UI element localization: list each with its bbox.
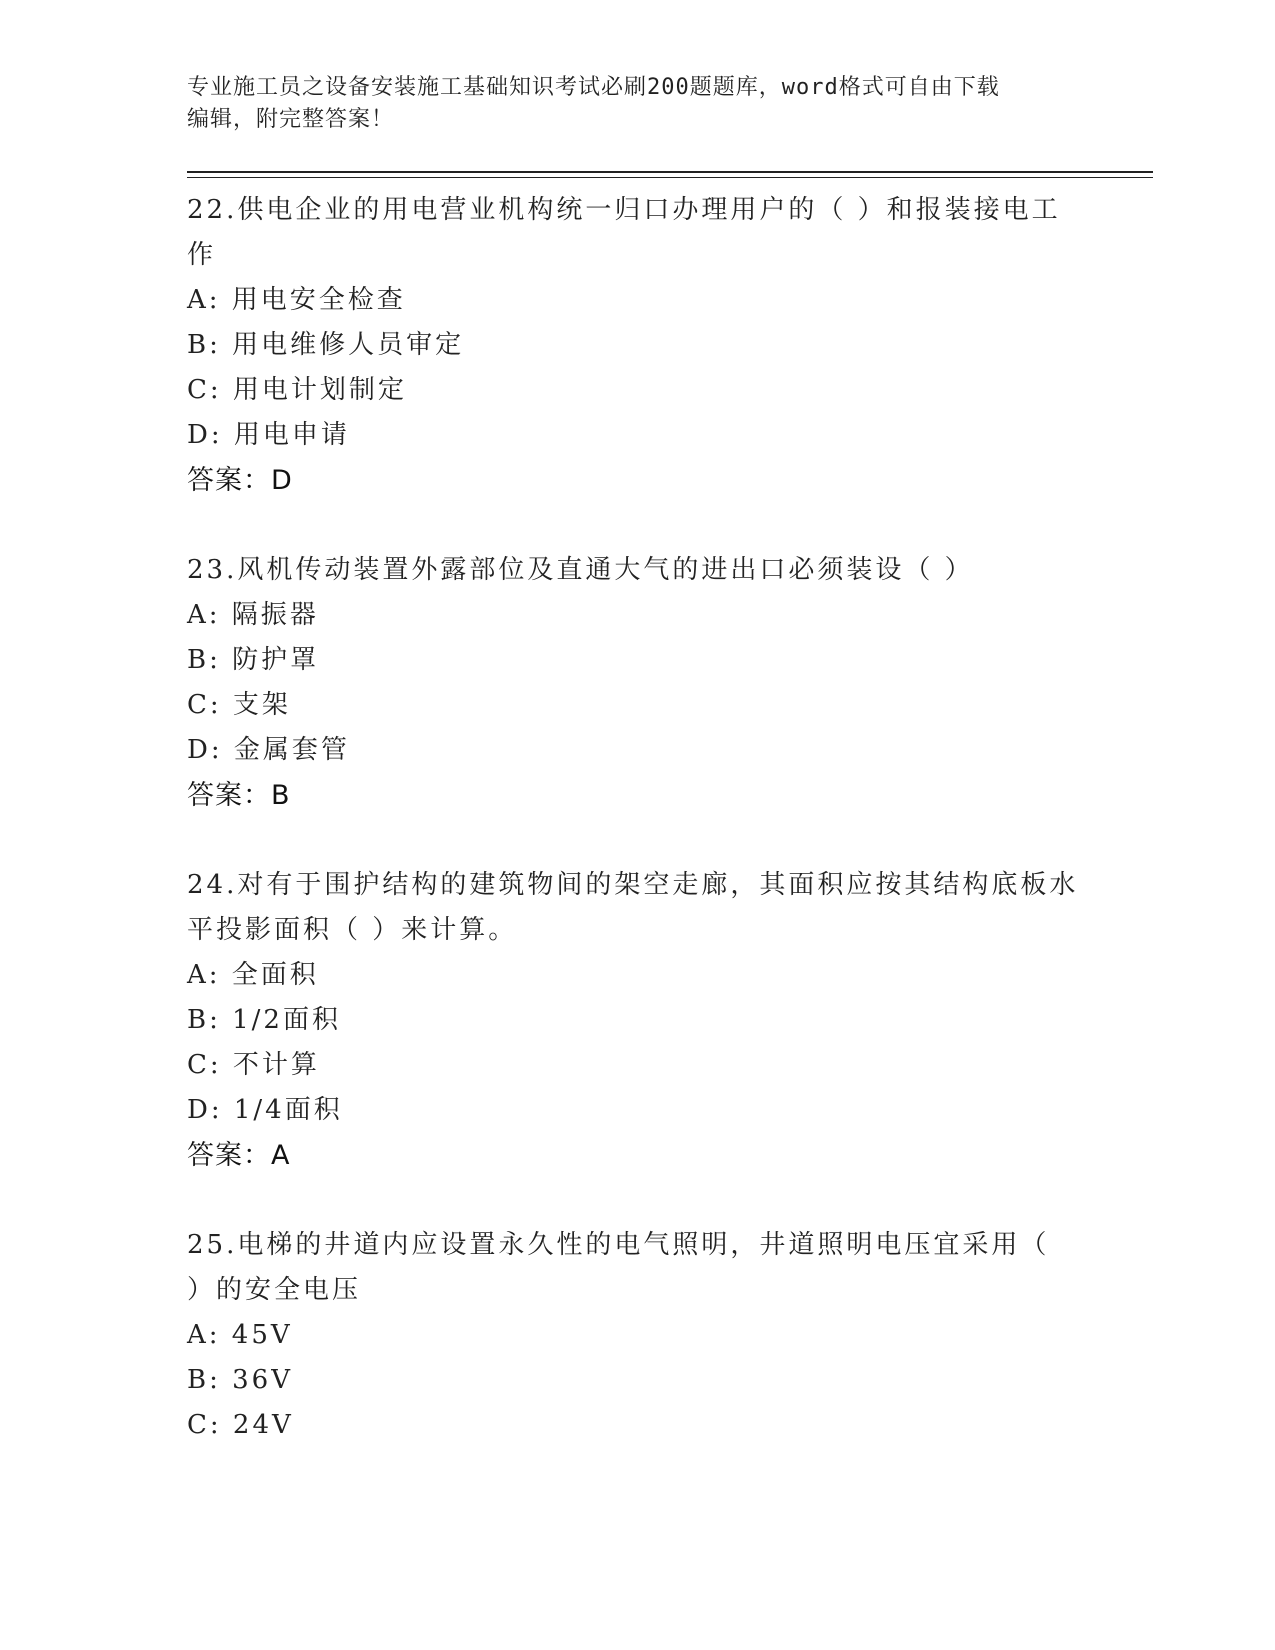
question-spacer [187, 504, 1087, 548]
option-c: C: 不计算 [187, 1050, 320, 1080]
question-stem: 22.供电企业的用电营业机构统一归口办理用户的（ ）和报装接电工 [187, 195, 1061, 225]
answer: 答案：D [187, 465, 293, 496]
question-stem: 25.电梯的井道内应设置永久性的电气照明，井道照明电压宜采用（ [187, 1230, 1050, 1260]
option-c: C: 24V [187, 1410, 294, 1440]
question-spacer [187, 1179, 1087, 1223]
question-23 [187, 548, 1087, 819]
option-a: A: 隔振器 [187, 600, 319, 630]
header-divider-top [187, 171, 1153, 173]
question-stem-continued: 作 [187, 240, 217, 270]
option-a: A: 全面积 [187, 960, 319, 990]
option-a: A: 45V [187, 1320, 293, 1350]
header-line-1: 专业施工员之设备安装施工基础知识考试必刷200题题库，word格式可自由下载 [187, 75, 1000, 100]
answer: 答案：B [187, 780, 291, 811]
option-c: C: 支架 [187, 690, 291, 720]
option-b: B: 36V [187, 1365, 293, 1395]
option-b: B: 1/2面积 [187, 1005, 341, 1035]
option-c: C: 用电计划制定 [187, 375, 407, 405]
option-d: D: 1/4面积 [187, 1095, 343, 1125]
question-stem: 23.风机传动装置外露部位及直通大气的进出口必须装设（ ） [187, 555, 974, 585]
answer: 答案：A [187, 1140, 291, 1171]
question-24 [187, 863, 1087, 1179]
header-line-2: 编辑，附完整答案！ [187, 107, 395, 132]
option-b: B: 用电维修人员审定 [187, 330, 465, 360]
question-spacer [187, 819, 1087, 863]
question-25 [187, 1223, 1087, 1448]
question-stem-continued: 平投影面积（ ）来计算。 [187, 915, 518, 945]
question-stem: 24.对有于围护结构的建筑物间的架空走廊，其面积应按其结构底板水 [187, 870, 1079, 900]
document-header [187, 72, 1067, 136]
option-d: D: 金属套管 [187, 735, 350, 765]
option-b: B: 防护罩 [187, 645, 320, 675]
option-a: A: 用电安全检查 [187, 285, 406, 315]
question-list [187, 188, 1087, 1448]
question-stem-continued: ）的安全电压 [187, 1275, 362, 1305]
header-divider-bottom [187, 177, 1153, 178]
question-22 [187, 188, 1087, 504]
option-d: D: 用电申请 [187, 420, 350, 450]
